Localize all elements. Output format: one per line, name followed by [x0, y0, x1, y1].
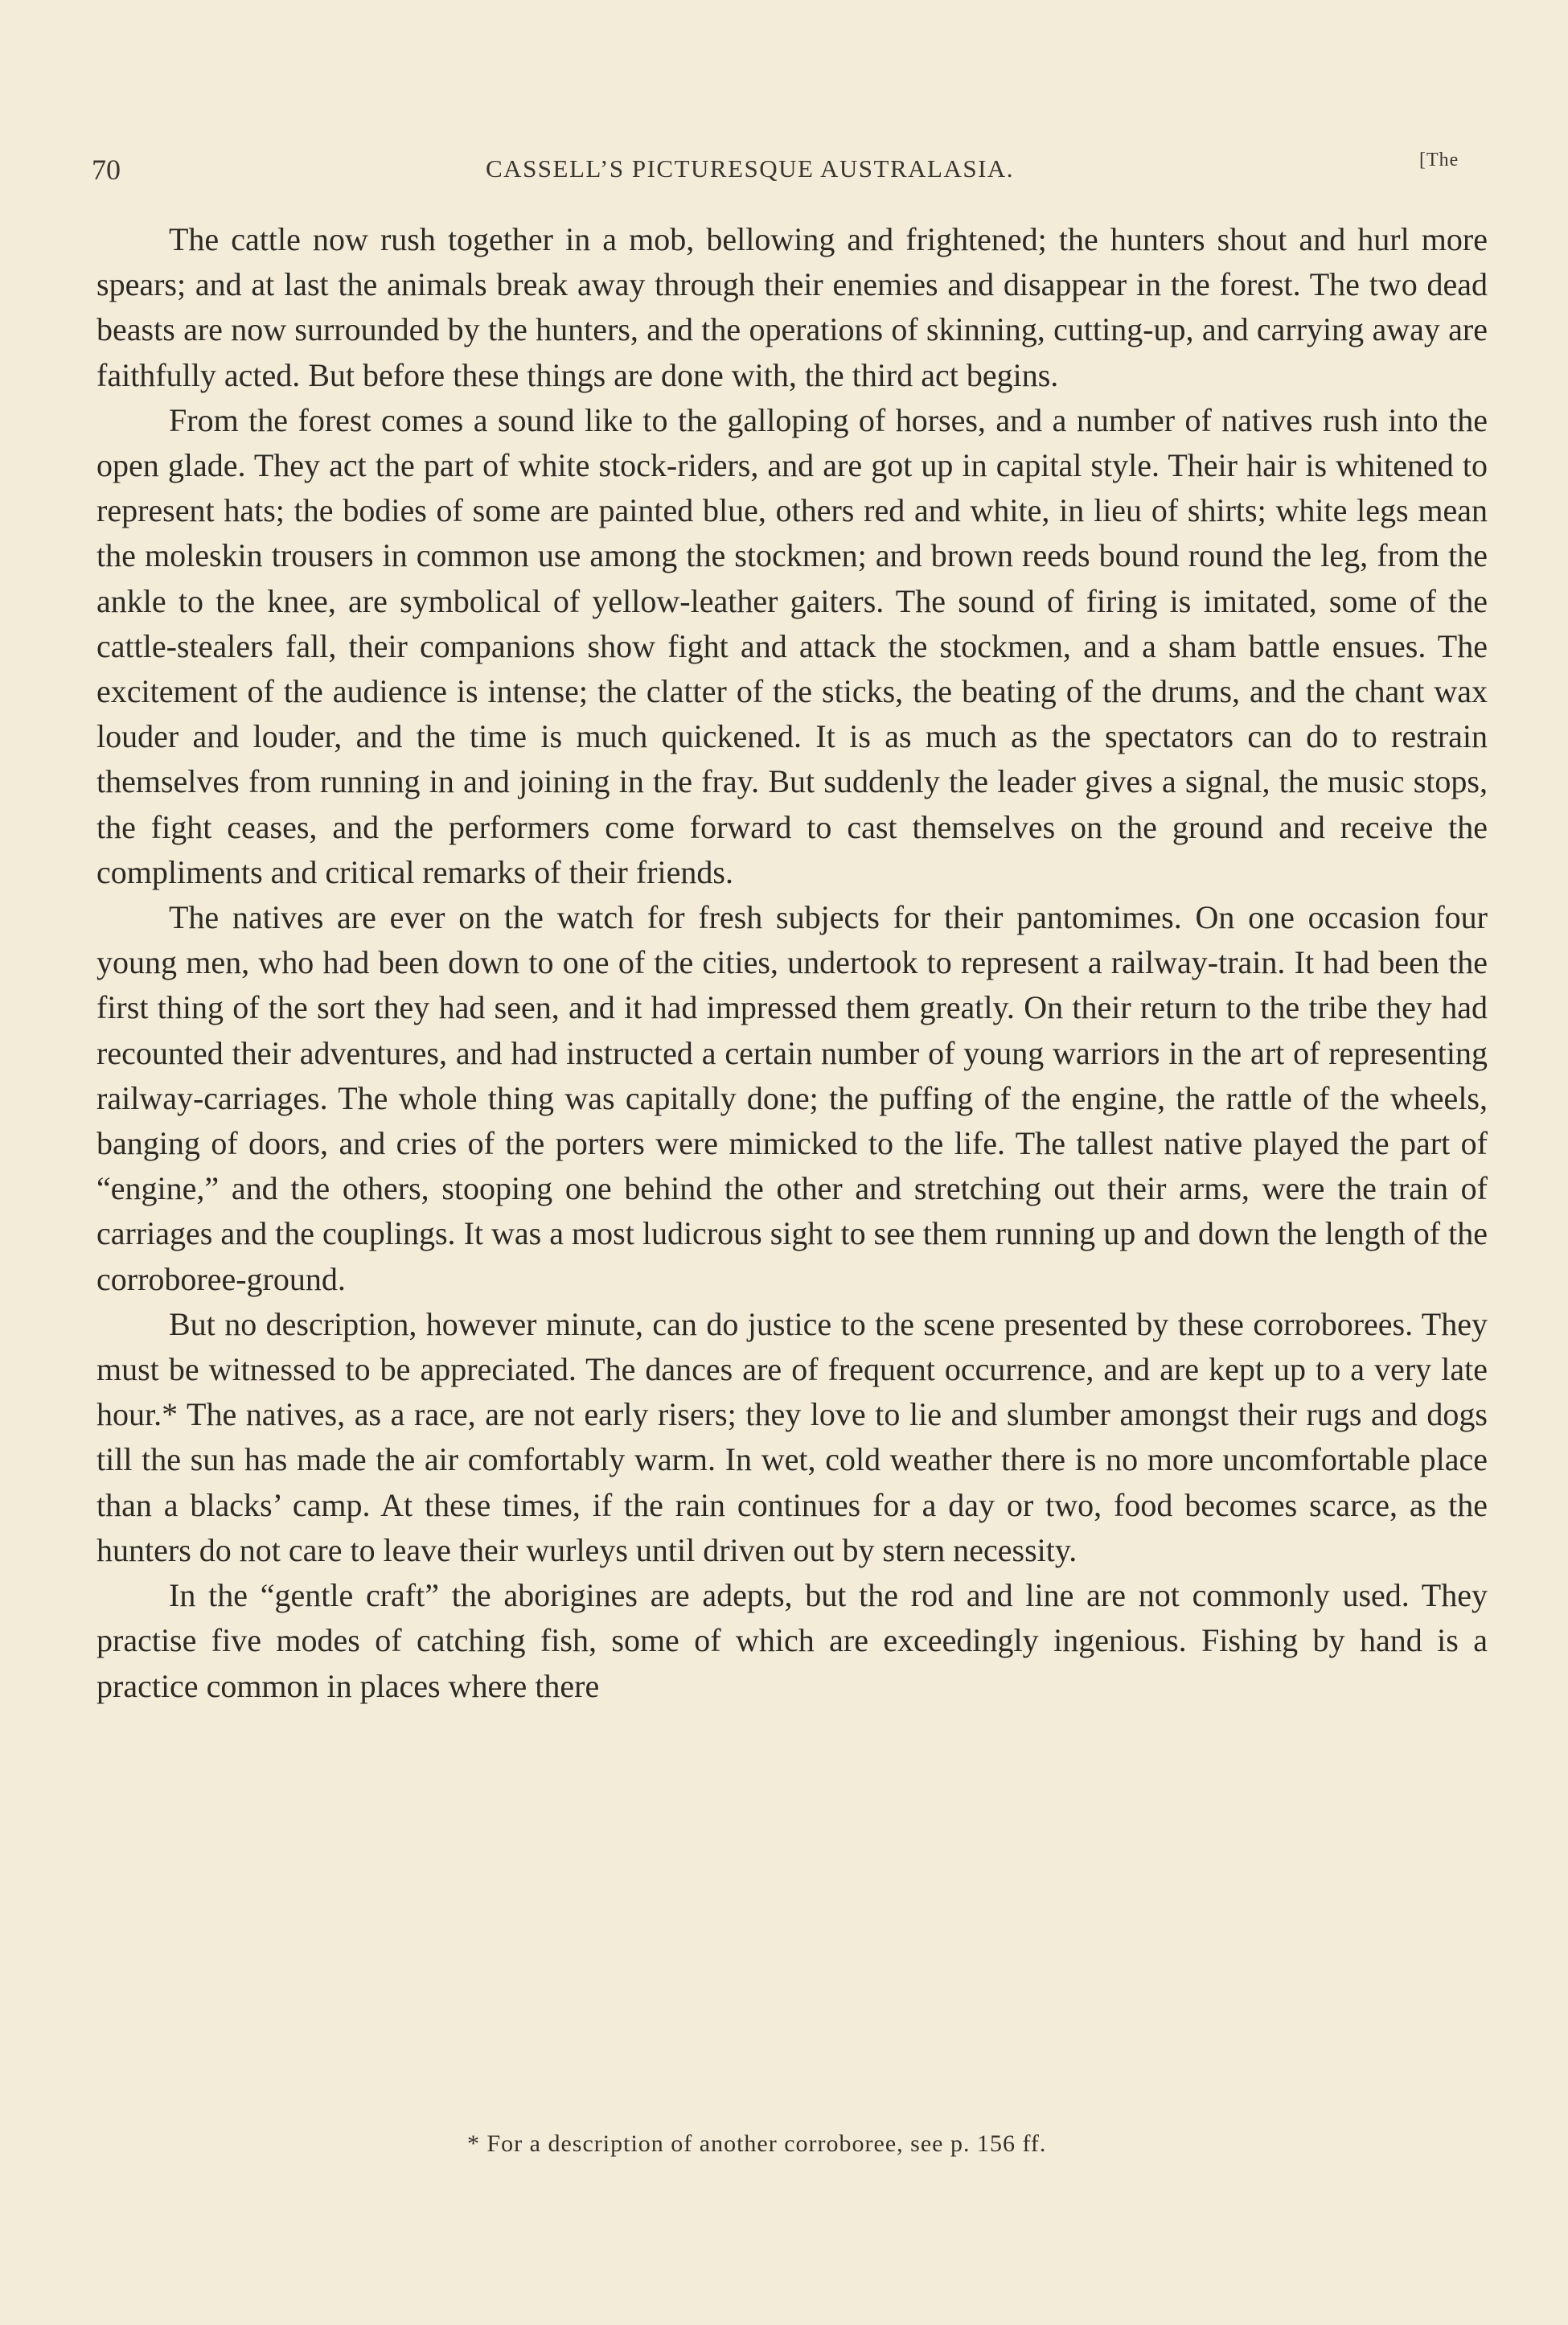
paragraph: In the “gentle craft” the aborigines are adepts, but the rod and line are not commonly used. They practise five modes of catching fish, some of which are exceedingly ingenious. Fishing by hand is a practice common in places where there: [96, 1577, 1488, 1704]
running-tail: [The: [1419, 150, 1459, 170]
body-text: [96, 217, 1488, 1709]
paragraph: From the forest comes a sound like to the galloping of horses, and a number of natives rush into the open glade. They act the part of white stock-riders, and are got up in capital style. Their hair is whitened to represent hats; the bodies of some are painted blue, others red and white, in lieu of shirts; white legs mean the moleskin trousers in common use among the stockmen; and brown reeds bound round the leg, from the ankle to the knee, are symbolical of yellow-leather gaiters. The sound of firing is imitated, some of the cattle-stealers fall, their companions show fight and attack the stockmen, and a sham battle ensues. The excitement of the audience is intense; the clatter of the sticks, the beating of the drums, and the chant wax louder and louder, and the time is much quickened. It is as much as the spectators can do to restrain themselves from running in and joining in the fray. But suddenly the leader gives a signal, the music stops, the fight ceases, and the performers come forward to cast themselves on the ground and receive the compliments and critical remarks of their friends.: [96, 401, 1488, 890]
paragraph: The cattle now rush together in a mob, bellowing and frightened; the hunters shout and hurl more spears; and at last the animals break away through their enemies and disappear in the forest. The two dead beasts are now surrounded by the hunters, and the operations of skinning, cutting-up, and carrying away are faithfully acted. But before these things are done with, the third act begins.: [96, 221, 1488, 393]
page-number: 70: [92, 154, 121, 186]
paragraph: The natives are ever on the watch for fresh subjects for their pantomimes. On one occasion four young men, who had been down to one of the cities, undertook to represent a railway-train. It had been the first thing of the sort they had seen, and it had impressed them greatly. On their return to the tribe they had recounted their adventures, and had instructed a certain number of young warriors in the art of representing railway-carriages. The whole thing was capitally done; the puffing of the engine, the rattle of the wheels, banging of doors, and cries of the porters were mimicked to the life. The tallest native played the part of “engine,” and the others, stooping one behind the other and stretching out their arms, were the train of carriages and the couplings. It was a most ludicrous sight to see them running up and down the length of the corroboree-ground.: [96, 899, 1488, 1297]
running-head: [92, 150, 1459, 193]
paragraph: But no description, however minute, can do justice to the scene presented by these corroborees. They must be witnessed to be appreciated. The dances are of frequent occurrence, and are kept up to a very late hour.* The natives, as a race, are not early risers; they love to lie and slumber amongst their rugs and dogs till the sun has made the air comfortably warm. In wet, cold weather there is no more uncomfortable place than a blacks’ camp. At these times, if the rain continues for a day or two, food becomes scarce, as the hunters do not care to leave their wurleys until driven out by stern necessity.: [96, 1305, 1488, 1568]
running-title: CASSELL’S PICTURESQUE AUSTRALASIA.: [486, 154, 1015, 183]
footnote: * For a description of another corroboree, see p. 156 ff.: [467, 2130, 1047, 2157]
